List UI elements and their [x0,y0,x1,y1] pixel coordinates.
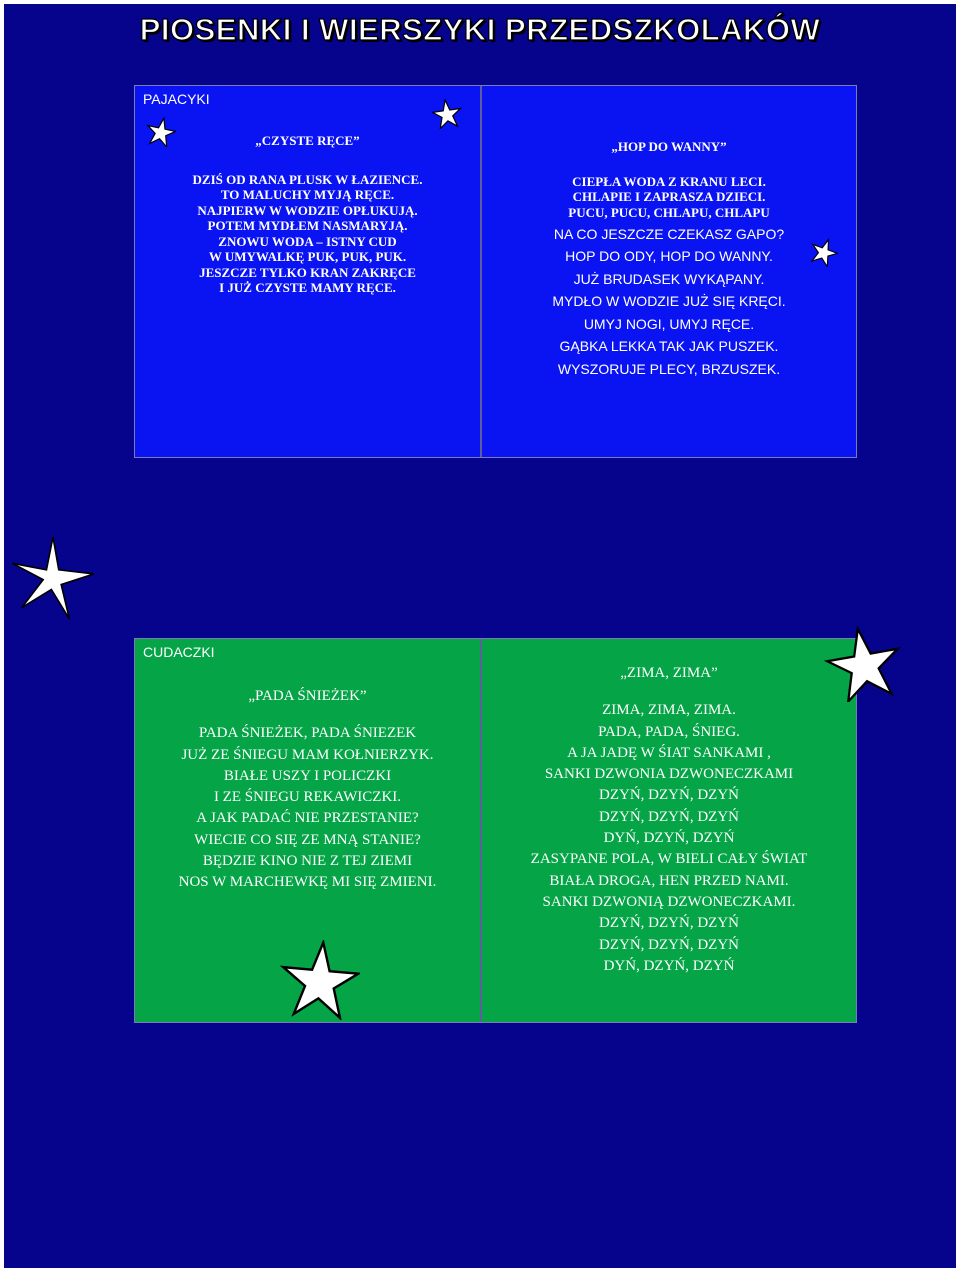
poem-zima-zima [482,663,856,977]
poem-line: A JAK PADAĆ NIE PRZESTANIE? [196,810,419,827]
poem-line: I JUŻ CZYSTE MAMY RĘCE. [219,280,396,295]
poem-lines [482,700,856,977]
poem-line: WYSZORUJE PLECY, BRZUSZEK. [557,360,781,377]
poem-title: „ZIMA, ZIMA” [620,665,718,681]
poem-line: NOS W MARCHEWKĘ MI SIĘ ZMIENI. [178,874,437,891]
section-label-cudaczki: CUDACZKI [143,644,215,660]
poem-line: BĘDZIE KINO NIE Z TEJ ZIEMI [202,853,413,870]
poem-line: DZIŚ OD RANA PLUSK W ŁAZIENCE. [192,171,423,187]
poem-line: POTEM MYDŁEM NASMARYJĄ. [207,218,408,233]
poem-line: PADA ŚNIEŻEK, PADA ŚNIEZEK [198,725,417,742]
section-label-pajacyki: PAJACYKI [143,91,210,107]
poem-line: CHLAPIE I ZAPRASZA DZIECI. [572,189,766,205]
star-icon [12,536,94,620]
cudaczki-right-column [482,639,856,1022]
star-icon [432,99,462,129]
poem-hop-do-wanny [482,139,856,380]
page-title: PIOSENKI I WIERSZYKI PRZEDSZKOLAKÓW [139,12,821,47]
poem-line: JUŻ BRUDASEK WYKĄPANY. [573,270,765,287]
poem-line: DZYŃ, DZYŃ, DZYŃ [599,936,739,953]
poem-line: BIAŁE USZY I POLICZKI [223,767,392,784]
poem-lines [135,723,480,893]
page-background [4,4,956,1268]
poem-lines [482,223,856,381]
pajacyki-left-column [135,86,482,457]
poem-pada-sniezek [135,686,480,894]
poem-line: JUŻ ZE ŚNIEGU MAM KOŁNIERZYK. [181,746,434,763]
poem-line: DZYŃ, DZYŃ, DZYŃ [599,787,739,804]
poem-line: PUCU, PUCU, CHLAPU, CHLAPU [568,204,770,220]
poem-line: TO MALUCHY MYJĄ RĘCE. [220,187,395,202]
poem-title: „HOP DO WANNY” [611,139,727,154]
poem-line: PADA, PADA, ŚNIEG. [598,723,740,740]
poem-line: NAJPIERW W WODZIE OPŁUKUJĄ. [197,202,418,218]
poem-line: JESZCZE TYLKO KRAN ZAKRĘCE [199,264,416,280]
poem-lines-bold [482,174,856,221]
cudaczki-panel [134,638,857,1023]
poem-line: W UMYWALKĘ PUK, PUK, PUK. [208,249,407,264]
star-icon [810,237,838,267]
star-icon [824,626,904,702]
poem-line: BIAŁA DROGA, HEN PRZED NAMI. [549,872,789,889]
poem-title: „PADA ŚNIEŻEK” [248,688,367,704]
poem-lines [135,172,480,296]
poem-title: „CZYSTE RĘCE” [255,133,360,148]
poem-line: ZASYPANE POLA, W BIELI CAŁY ŚWIAT [530,851,808,868]
poem-line: NA CO JESZCZE CZEKASZ GAPO? [553,225,785,242]
poem-line: UMYJ NOGI, UMYJ RĘCE. [583,315,755,332]
poem-line: A JA JADĘ W ŚIAT SANKAMI , [567,744,771,761]
poem-line: ZNOWU WODA – ISTNY CUD [218,233,397,249]
poem-line: DZYŃ, DZYŃ, DZYŃ [599,915,739,932]
poem-line: CIEPŁA WODA Z KRANU LECI. [572,173,766,189]
poem-line: GĄBKA LEKKA TAK JAK PUSZEK. [559,338,779,355]
star-icon [146,117,176,147]
pajacyki-panel [134,85,857,458]
poem-line: ZIMA, ZIMA, ZIMA. [602,702,736,719]
poem-line: SANKI DZWONIĄ DZWONECZKAMI. [542,893,796,910]
poem-line: SANKI DZWONIA DZWONECZKAMI [544,766,794,783]
poem-line: HOP DO ODY, HOP DO WANNY. [565,248,773,265]
poem-line: DYŃ, DZYŃ, DZYŃ [603,830,735,847]
star-icon [280,940,360,1020]
pajacyki-right-column [482,86,856,457]
poem-line: DYŃ, DZYŃ, DZYŃ [603,957,735,974]
poem-line: I ZE ŚNIEGU REKAWICZKI. [213,789,402,806]
poem-line: WIECIE CO SIĘ ZE MNĄ STANIE? [194,831,421,848]
poem-czyste-rece [135,133,480,296]
poem-line: DZYŃ, DZYŃ, DZYŃ [599,808,739,825]
poem-line: MYDŁO W WODZIE JUŻ SIĘ KRĘCI. [552,293,786,310]
